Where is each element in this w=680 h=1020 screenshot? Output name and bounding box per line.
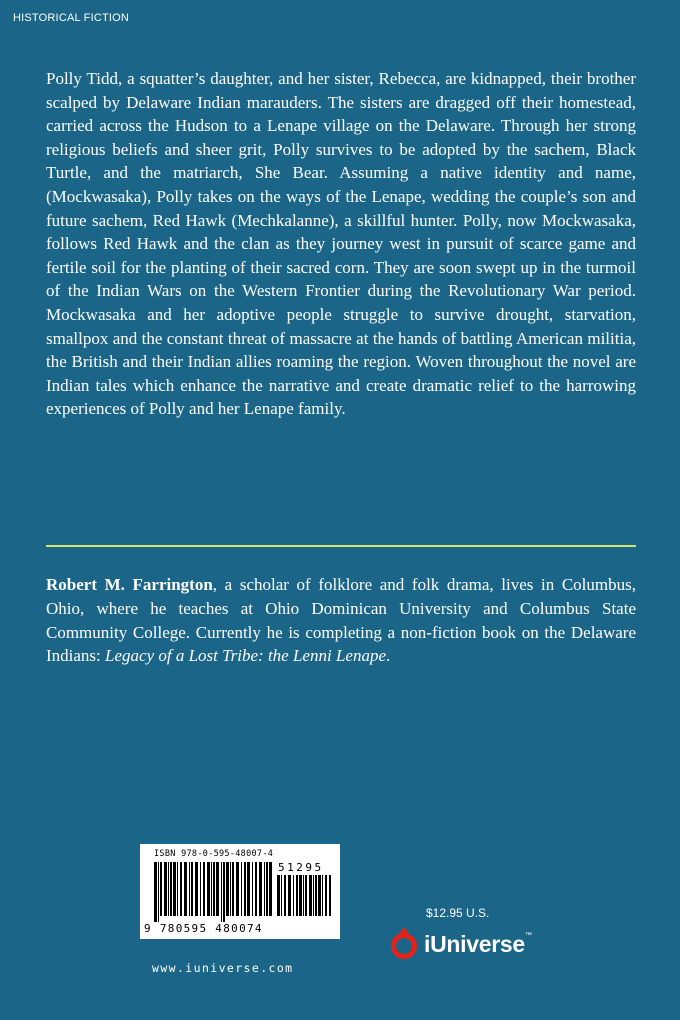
- ean-digits: 9 780595 480074: [144, 922, 263, 935]
- addon-barcode-bars: [277, 875, 331, 922]
- publisher-website: www.iuniverse.com: [152, 961, 294, 975]
- isbn-label: ISBN 978-0-595-48007-4: [154, 849, 274, 859]
- addon-digits: 51295: [278, 861, 324, 874]
- publisher-logo: [389, 926, 532, 962]
- author-bio-end: .: [386, 646, 391, 666]
- author-bio-text: , a scholar of folklore and folk drama, lives in Columbus, Ohio, where he teaches at Ohio Dominican University and Columbus State Community College. Currently he is completing a non-fiction book on the Delaware Indians:: [46, 575, 636, 666]
- author-bio: [46, 573, 636, 668]
- author-name: Robert M. Farrington: [46, 575, 213, 594]
- section-divider: [46, 545, 636, 547]
- synopsis-text: Polly Tidd, a squatter’s daughter, and her sister, Rebecca, are kidnapped, their brother scalped by Delaware Indian marauders. The sisters are dragged off their homestead, carried across the Hudson to a Lenape village on the Delaware. Through her strong religious beliefs and sheer grit, Polly survives to be adopted by the sachem, Black Turtle, and the matriarch, She Bear. Assuming a native identity and name, (Mockwasaka), Polly takes on the ways of the Lenape, wedding the couple’s son and future sachem, Red Hawk (Mechkalanne), a skillful hunter. Polly, now Mockwasaka, follows Red Hawk and the clan as they journey west in pursuit of scarce game and fertile soil for the planting of their sacred corn. They are soon swept up in the turmoil of the Indian Wars on the Western Frontier during the Revolutionary War period. Mockwasaka and her adoptive people struggle to survive drought, starvation, smallpox and the constant threat of massacre at the hands of battling American militia, the British and their Indian allies roaming the region. Woven throughout the novel are Indian tales which enhance the narrative and create dramatic relief to the harrowing experiences of Polly and her Lenape family.: [46, 69, 636, 419]
- iuniverse-logo-icon: [389, 927, 419, 961]
- genre-label: HISTORICAL FICTION: [13, 12, 130, 24]
- price: $12.95 U.S.: [426, 906, 490, 920]
- barcode: [140, 844, 340, 939]
- ean-barcode-bars: [154, 862, 272, 922]
- publisher-name: iUniverse: [424, 930, 525, 957]
- forthcoming-book-title: Legacy of a Lost Tribe: the Lenni Lenape: [105, 646, 386, 666]
- trademark-symbol: ™: [524, 932, 532, 939]
